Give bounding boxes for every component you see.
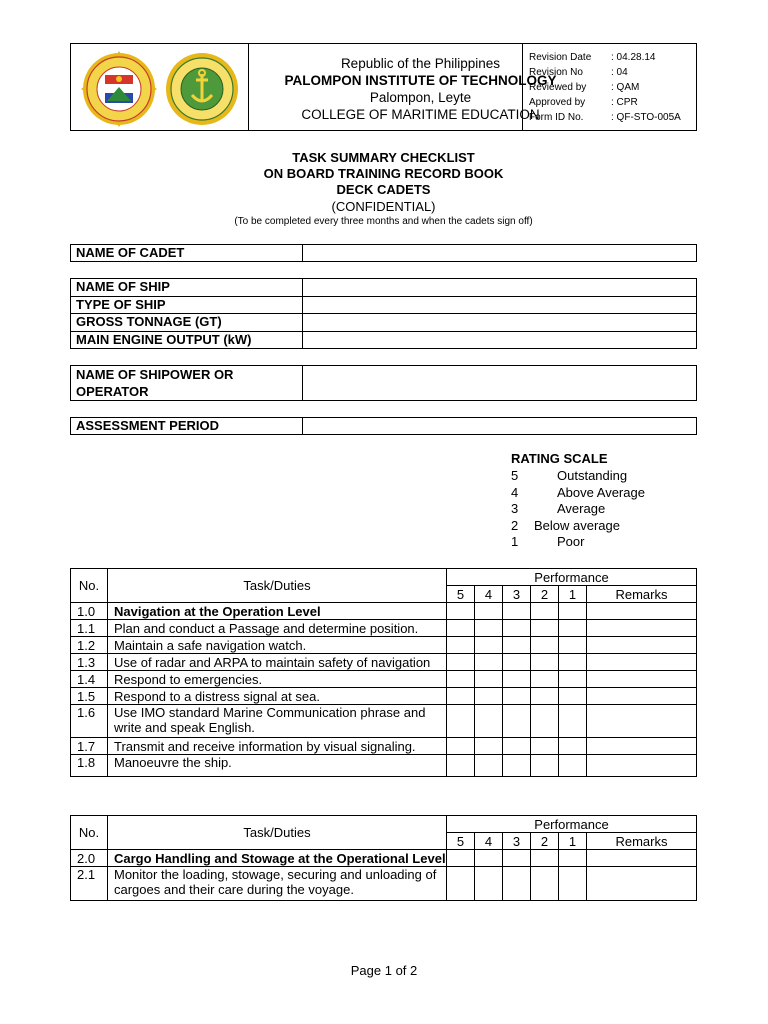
remarks-cell[interactable] xyxy=(587,755,697,777)
ship-type-label: TYPE OF SHIP xyxy=(71,296,303,314)
rating-label-3: Average xyxy=(557,501,606,516)
cadet-row xyxy=(71,245,697,262)
section-row xyxy=(71,603,697,620)
ship-name-label: NAME OF SHIP xyxy=(71,279,303,297)
table-row xyxy=(71,671,697,688)
col-header-performance: Performance xyxy=(447,816,697,833)
score-cell[interactable] xyxy=(503,705,531,738)
remarks-cell[interactable] xyxy=(587,705,697,738)
ship-info-table xyxy=(70,278,697,349)
score-header-1: 1 xyxy=(559,833,587,850)
page-number: Page 1 of 2 xyxy=(350,963,418,978)
score-cell[interactable] xyxy=(447,654,475,671)
table-header-row xyxy=(71,816,697,833)
header-college-name: COLLEGE OF MARITIME EDUCATION xyxy=(301,107,540,122)
table-row xyxy=(71,620,697,637)
score-cell[interactable] xyxy=(559,654,587,671)
score-cell[interactable] xyxy=(475,850,503,867)
task-description xyxy=(108,705,447,738)
remarks-cell[interactable] xyxy=(587,654,697,671)
score-cell[interactable] xyxy=(475,671,503,688)
approved-by-value: : CPR xyxy=(611,97,638,108)
score-cell[interactable] xyxy=(475,620,503,637)
cadet-table xyxy=(70,244,697,262)
score-cell[interactable] xyxy=(447,850,475,867)
score-cell[interactable] xyxy=(531,738,559,755)
score-cell[interactable] xyxy=(503,620,531,637)
section-number: 1.0 xyxy=(71,603,108,620)
remarks-cell[interactable] xyxy=(587,850,697,867)
task-number: 1.4 xyxy=(71,671,108,688)
approved-by-label: Approved by xyxy=(529,97,586,108)
score-cell[interactable] xyxy=(559,688,587,705)
rating-score-5: 5 xyxy=(511,468,519,483)
score-cell[interactable] xyxy=(475,654,503,671)
revision-no-label: Revision No xyxy=(529,67,583,78)
section-row xyxy=(71,850,697,867)
table-row xyxy=(71,654,697,671)
task-number: 1.6 xyxy=(71,705,108,738)
score-cell[interactable] xyxy=(559,850,587,867)
assessment-period-label: ASSESSMENT PERIOD xyxy=(71,418,303,435)
task-description: Plan and conduct a Passage and determine position. xyxy=(108,620,447,637)
score-cell[interactable] xyxy=(531,705,559,738)
task-description: Respond to a distress signal at sea. xyxy=(108,688,447,705)
remarks-header: Remarks xyxy=(587,833,697,850)
score-cell[interactable] xyxy=(447,620,475,637)
col-header-no: No. xyxy=(71,816,108,850)
cadet-label: NAME OF CADET xyxy=(71,245,303,262)
task-description: Maintain a safe navigation watch. xyxy=(108,637,447,654)
score-cell[interactable] xyxy=(531,603,559,620)
assessment-period-field[interactable] xyxy=(303,418,697,435)
rating-label-1: Poor xyxy=(557,534,585,549)
score-cell[interactable] xyxy=(531,755,559,777)
score-cell[interactable] xyxy=(447,867,475,901)
score-cell[interactable] xyxy=(503,688,531,705)
task-description-line1: Monitor the loading, stowage, securing and unloading of xyxy=(114,867,437,882)
ship-type-field[interactable] xyxy=(303,296,697,314)
form-id-value: : QF-STO-005A xyxy=(611,112,681,123)
col-header-performance: Performance xyxy=(447,569,697,586)
remarks-cell[interactable] xyxy=(587,637,697,654)
score-cell[interactable] xyxy=(503,637,531,654)
score-cell[interactable] xyxy=(503,671,531,688)
score-cell[interactable] xyxy=(531,620,559,637)
rating-scale-title: RATING SCALE xyxy=(511,451,608,466)
task-number: 1.5 xyxy=(71,688,108,705)
score-cell[interactable] xyxy=(559,755,587,777)
rating-label-5: Outstanding xyxy=(557,468,628,483)
score-cell[interactable] xyxy=(531,867,559,901)
revision-no-value: : 04 xyxy=(611,67,628,78)
score-cell[interactable] xyxy=(475,688,503,705)
score-cell[interactable] xyxy=(559,705,587,738)
shipowner-label-line2: OPERATOR xyxy=(76,384,149,399)
table-row xyxy=(71,688,697,705)
shipowner-label xyxy=(71,366,303,401)
task-number: 1.1 xyxy=(71,620,108,637)
confidential-label: (CONFIDENTIAL) xyxy=(331,199,436,214)
score-cell[interactable] xyxy=(559,637,587,654)
engine-output-label: MAIN ENGINE OUTPUT (kW) xyxy=(71,331,303,349)
engine-output-field[interactable] xyxy=(303,331,697,349)
score-cell[interactable] xyxy=(475,738,503,755)
score-cell[interactable] xyxy=(559,671,587,688)
header-republic: Republic of the Philippines xyxy=(340,56,501,71)
score-header-4: 4 xyxy=(475,586,503,603)
task-table-navigation xyxy=(70,568,697,777)
task-description-line1: Use IMO standard Marine Communication phrase and xyxy=(114,705,426,720)
task-description-line2: cargoes and their care during the voyage. xyxy=(114,882,354,897)
score-cell[interactable] xyxy=(531,654,559,671)
score-cell[interactable] xyxy=(503,654,531,671)
score-header-3: 3 xyxy=(503,586,531,603)
task-description: Manoeuvre the ship. xyxy=(108,755,447,777)
revision-date-value: : 04.28.14 xyxy=(611,52,656,63)
score-cell[interactable] xyxy=(559,603,587,620)
task-number: 1.7 xyxy=(71,738,108,755)
score-cell[interactable] xyxy=(531,671,559,688)
college-seal-logo xyxy=(162,51,242,127)
reviewed-by-value: : QAM xyxy=(611,82,640,93)
remarks-header: Remarks xyxy=(587,586,697,603)
table-header-row xyxy=(71,569,697,586)
form-id-label: Form ID No. xyxy=(529,112,584,123)
ship-info-row xyxy=(71,279,697,297)
table-row xyxy=(71,755,697,777)
shipowner-field[interactable] xyxy=(303,366,697,401)
score-cell[interactable] xyxy=(447,705,475,738)
header-location: Palompon, Leyte xyxy=(369,90,472,105)
remarks-cell[interactable] xyxy=(587,738,697,755)
score-cell[interactable] xyxy=(447,671,475,688)
task-description xyxy=(108,867,447,901)
document-subtitle: ON BOARD TRAINING RECORD BOOK xyxy=(263,166,504,181)
score-cell[interactable] xyxy=(531,850,559,867)
remarks-cell[interactable] xyxy=(587,620,697,637)
task-number: 1.3 xyxy=(71,654,108,671)
score-cell[interactable] xyxy=(559,867,587,901)
ship-info-row xyxy=(71,296,697,314)
remarks-cell[interactable] xyxy=(587,603,697,620)
task-description-line2: write and speak English. xyxy=(114,720,255,735)
assessment-period-table xyxy=(70,417,697,435)
task-number: 1.2 xyxy=(71,637,108,654)
shipowner-label-line1: NAME OF SHIPOWER OR xyxy=(76,367,234,382)
task-description: Transmit and receive information by visual signaling. xyxy=(108,738,447,755)
shipowner-table xyxy=(70,365,697,401)
table-row xyxy=(71,738,697,755)
score-cell[interactable] xyxy=(531,637,559,654)
institute-seal-logo xyxy=(76,51,162,127)
col-header-task: Task/Duties xyxy=(108,816,447,850)
score-cell[interactable] xyxy=(503,850,531,867)
score-cell[interactable] xyxy=(447,755,475,777)
score-header-5: 5 xyxy=(447,833,475,850)
gross-tonnage-field[interactable] xyxy=(303,314,697,332)
task-description: Respond to emergencies. xyxy=(108,671,447,688)
score-cell[interactable] xyxy=(447,688,475,705)
score-cell[interactable] xyxy=(447,637,475,654)
cadet-field[interactable] xyxy=(303,245,697,262)
score-cell[interactable] xyxy=(559,620,587,637)
rating-score-3: 3 xyxy=(511,501,519,516)
table-row xyxy=(71,867,697,901)
header-institute-name: PALOMPON INSTITUTE OF TECHNOLOGY xyxy=(284,73,557,88)
score-header-4: 4 xyxy=(475,833,503,850)
completion-note: (To be completed every three months and when the cadets sign off) xyxy=(234,216,533,227)
score-cell[interactable] xyxy=(475,867,503,901)
document-audience: DECK CADETS xyxy=(336,182,431,197)
task-number: 1.8 xyxy=(71,755,108,777)
rating-score-2: 2 xyxy=(511,518,519,533)
remarks-cell[interactable] xyxy=(587,867,697,901)
ship-name-field[interactable] xyxy=(303,279,697,297)
score-cell[interactable] xyxy=(531,688,559,705)
reviewed-by-label: Reviewed by xyxy=(529,82,587,93)
revision-date-label: Revision Date xyxy=(529,52,592,63)
section-title: Cargo Handling and Stowage at the Operational Level xyxy=(108,850,447,867)
score-header-2: 2 xyxy=(531,833,559,850)
rating-score-1: 1 xyxy=(511,534,519,549)
score-cell[interactable] xyxy=(503,603,531,620)
score-cell[interactable] xyxy=(503,755,531,777)
task-description: Use of radar and ARPA to maintain safety of navigation xyxy=(108,654,447,671)
score-cell[interactable] xyxy=(503,867,531,901)
rating-score-4: 4 xyxy=(511,485,519,500)
ship-info-row xyxy=(71,331,697,349)
rating-label-2: Below average xyxy=(534,518,620,533)
score-header-2: 2 xyxy=(531,586,559,603)
score-cell[interactable] xyxy=(475,755,503,777)
score-header-1: 1 xyxy=(559,586,587,603)
ship-info-row xyxy=(71,314,697,332)
table-row xyxy=(71,705,697,738)
shipowner-row xyxy=(71,366,697,401)
document-header xyxy=(70,43,697,131)
score-cell[interactable] xyxy=(475,603,503,620)
score-cell[interactable] xyxy=(503,738,531,755)
document-title: TASK SUMMARY CHECKLIST xyxy=(292,150,475,165)
score-cell[interactable] xyxy=(475,637,503,654)
assessment-period-row xyxy=(71,418,697,435)
score-header-5: 5 xyxy=(447,586,475,603)
score-cell[interactable] xyxy=(447,603,475,620)
col-header-task: Task/Duties xyxy=(108,569,447,603)
table-row xyxy=(71,637,697,654)
rating-label-4: Above Average xyxy=(557,485,645,500)
col-header-no: No. xyxy=(71,569,108,603)
gross-tonnage-label: GROSS TONNAGE (GT) xyxy=(71,314,303,332)
score-cell[interactable] xyxy=(559,738,587,755)
remarks-cell[interactable] xyxy=(587,688,697,705)
score-cell[interactable] xyxy=(475,705,503,738)
task-table-cargo xyxy=(70,815,697,901)
score-cell[interactable] xyxy=(447,738,475,755)
section-number: 2.0 xyxy=(71,850,108,867)
score-header-3: 3 xyxy=(503,833,531,850)
task-number: 2.1 xyxy=(71,867,108,901)
section-title: Navigation at the Operation Level xyxy=(108,603,447,620)
remarks-cell[interactable] xyxy=(587,671,697,688)
